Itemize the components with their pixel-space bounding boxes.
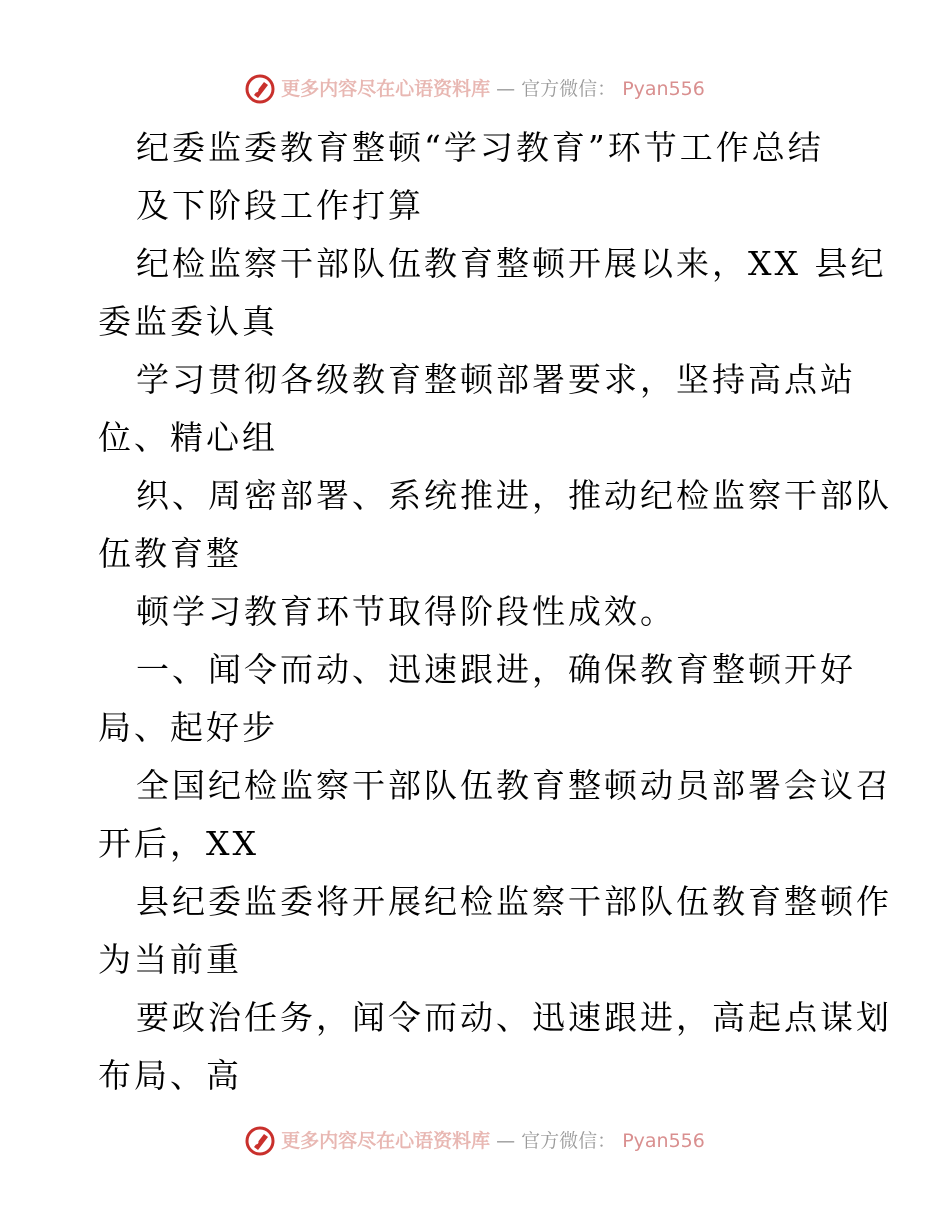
doc-section-heading: 一、闻令而动、迅速跟进，确保教育整顿开好 — [136, 650, 856, 689]
watermark-text: 更多内容尽在心语资料库 — [281, 1130, 491, 1152]
doc-paragraph-line: 顿学习教育环节取得阶段性成效。 — [136, 592, 676, 631]
watermark-text: 更多内容尽在心语资料库 — [281, 78, 491, 100]
pen-logo-icon — [245, 74, 275, 104]
doc-paragraph-line: 伍教育整 — [98, 534, 242, 573]
header-watermark — [0, 74, 950, 104]
doc-section-heading: 局、起好步 — [98, 708, 278, 747]
doc-paragraph-line: 委监委认真 — [98, 302, 278, 341]
doc-paragraph-line: 要政治任务，闻令而动、迅速跟进，高起点谋划 — [136, 998, 892, 1037]
watermark-wechat-id: Pyan556 — [622, 1130, 705, 1152]
doc-paragraph-line: 织、周密部署、系统推进，推动纪检监察干部队 — [136, 476, 892, 515]
doc-paragraph-line: 学习贯彻各级教育整顿部署要求，坚持高点站 — [136, 360, 856, 399]
doc-paragraph-line: 全国纪检监察干部队伍教育整顿动员部署会议召 — [136, 766, 892, 805]
pen-logo-icon — [245, 1126, 275, 1156]
doc-paragraph-line: 为当前重 — [98, 940, 242, 979]
doc-paragraph-line: 县纪委监委将开展纪检监察干部队伍教育整顿作 — [136, 882, 892, 921]
doc-title-line-2: 及下阶段工作打算 — [136, 186, 424, 225]
doc-title-line-1: 纪委监委教育整顿“学习教育”环节工作总结 — [136, 128, 824, 167]
doc-paragraph-line: 布局、高 — [98, 1056, 242, 1095]
footer-watermark — [0, 1126, 950, 1156]
watermark-dash: — — [496, 78, 516, 100]
doc-paragraph-line: 纪检监察干部队伍教育整顿开展以来，XX 县纪 — [136, 244, 887, 283]
watermark-wechat-id: Pyan556 — [622, 78, 705, 100]
watermark-wechat-label: 官方微信： — [521, 1130, 617, 1152]
doc-paragraph-line: 位、精心组 — [98, 418, 278, 457]
watermark-dash: — — [496, 1130, 516, 1152]
doc-paragraph-line: 开后，XX — [98, 824, 259, 863]
watermark-wechat-label: 官方微信： — [521, 78, 617, 100]
